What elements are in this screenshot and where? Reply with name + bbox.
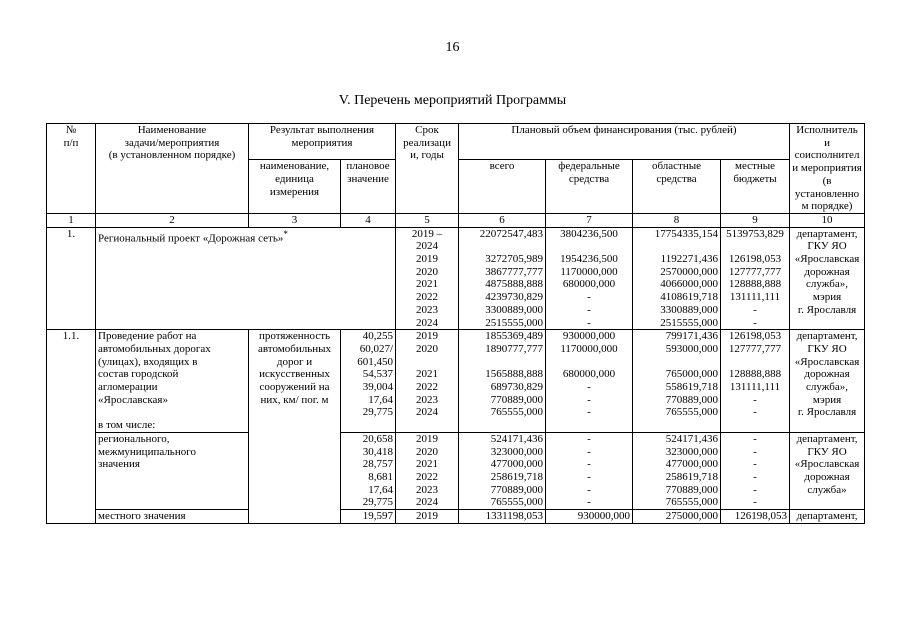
measures-table [46, 123, 865, 524]
row-regional: 524171,436 323000,000 477000,000 258619,718 770889,000 765555,000 [633, 432, 721, 509]
column-number: 8 [633, 213, 721, 227]
row-plan-value: 20,658 30,418 28,757 8,681 17,64 29,775 [341, 432, 396, 509]
row-federal: 930000,000 1170000,000 680000,000 - - - [546, 330, 633, 433]
row-regional: 275000,000 [633, 510, 721, 524]
row-federal: 3804236,500 1954236,500 1170000,000 680000,000 - - - [546, 227, 633, 330]
row-federal: 930000,000 [546, 510, 633, 524]
row-number: 1. [47, 227, 96, 330]
row-regional: 799171,436 593000,000 765000,000 558619,718 770889,000 765555,000 [633, 330, 721, 433]
row-total: 1855369,489 1890777,777 1565888,888 689730,829 770889,000 765555,000 [459, 330, 546, 433]
row-plan-value: 40,255 60,027/ 601,450 54,537 39,004 17,64 29,775 [341, 330, 396, 433]
row-executor: департамент, [790, 510, 865, 524]
column-number: 1 [47, 213, 96, 227]
page-number: 16 [445, 40, 460, 55]
header-plan-value: плановое значение [341, 160, 396, 214]
header-row-1 [47, 124, 865, 160]
row-local: 5139753,829 126198,053 127777,777 128888,888 131111,111 - - [721, 227, 790, 330]
column-number: 4 [341, 213, 396, 227]
row-number: 1.1. [47, 330, 96, 524]
header-executor: Исполнитель и соисполнител и мероприятия (в установленно м порядке) [790, 124, 865, 214]
section-title: V. Перечень мероприятий Программы [338, 93, 567, 108]
table-row [47, 510, 865, 524]
row-federal: - - - - - - [546, 432, 633, 509]
row-local: 126198,053 [721, 510, 790, 524]
row-task-name: местного значения [96, 510, 249, 524]
column-number: 5 [396, 213, 459, 227]
row-years: 2019 [396, 510, 459, 524]
column-number-row [47, 213, 865, 227]
row-task-name [96, 227, 396, 330]
row-years: 2019 – 2024 2019 2020 2021 2022 2023 2024 [396, 227, 459, 330]
row-years: 2019 2020 2021 2022 2023 2024 [396, 432, 459, 509]
table-row [47, 227, 865, 330]
footnote-mark: * [283, 228, 288, 239]
column-number: 9 [721, 213, 790, 227]
header-term: Срок реализаци и, годы [396, 124, 459, 214]
header-unit: наименование, единица измерения [249, 160, 341, 214]
row-plan-value: 19,597 [341, 510, 396, 524]
row-unit: протяженность автомобильных дорог и искусственных сооружений на них, км/ пог. м [249, 330, 341, 524]
row-task-name-text: Региональный проект «Дорожная сеть» [98, 232, 284, 245]
column-number: 2 [96, 213, 249, 227]
column-number: 6 [459, 213, 546, 227]
row-task-name: Проведение работ на автомобильных дорогах (улицах), входящих в состав городской агломерации «Ярославская» в том числе: [96, 330, 249, 433]
header-task-name: Наименование задачи/мероприятия (в установленном порядке) [96, 124, 249, 214]
column-number: 3 [249, 213, 341, 227]
header-local: местные бюджеты [721, 160, 790, 214]
column-number: 7 [546, 213, 633, 227]
row-executor: департамент, ГКУ ЯО «Ярославская дорожная служба», мэрия г. Ярославля [790, 330, 865, 433]
header-result: Результат выполнения мероприятия [249, 124, 396, 160]
table-row [47, 432, 865, 509]
row-years: 2019 2020 2021 2022 2023 2024 [396, 330, 459, 433]
row-regional: 17754335,154 1192271,436 2570000,000 4066000,000 4108619,718 3300889,000 2515555,000 [633, 227, 721, 330]
table-row [47, 330, 865, 433]
row-total: 22072547,483 3272705,989 3867777,777 4875888,888 4239730,829 3300889,000 2515555,000 [459, 227, 546, 330]
row-total: 1331198,053 [459, 510, 546, 524]
row-local: - - - - - - [721, 432, 790, 509]
header-regional: областные средства [633, 160, 721, 214]
header-num: № п/п [47, 124, 96, 214]
column-number: 10 [790, 213, 865, 227]
row-total: 524171,436 323000,000 477000,000 258619,718 770889,000 765555,000 [459, 432, 546, 509]
row-local: 126198,053 127777,777 128888,888 131111,111 - - [721, 330, 790, 433]
row-executor: департамент, ГКУ ЯО «Ярославская дорожная служба», мэрия г. Ярославля [790, 227, 865, 330]
header-federal: федеральные средства [546, 160, 633, 214]
row-task-name: регионального, межмуниципального значения [96, 432, 249, 509]
row-executor: департамент, ГКУ ЯО «Ярославская дорожная служба» [790, 432, 865, 509]
header-financing: Плановый объем финансирования (тыс. рублей) [459, 124, 790, 160]
header-total: всего [459, 160, 546, 214]
